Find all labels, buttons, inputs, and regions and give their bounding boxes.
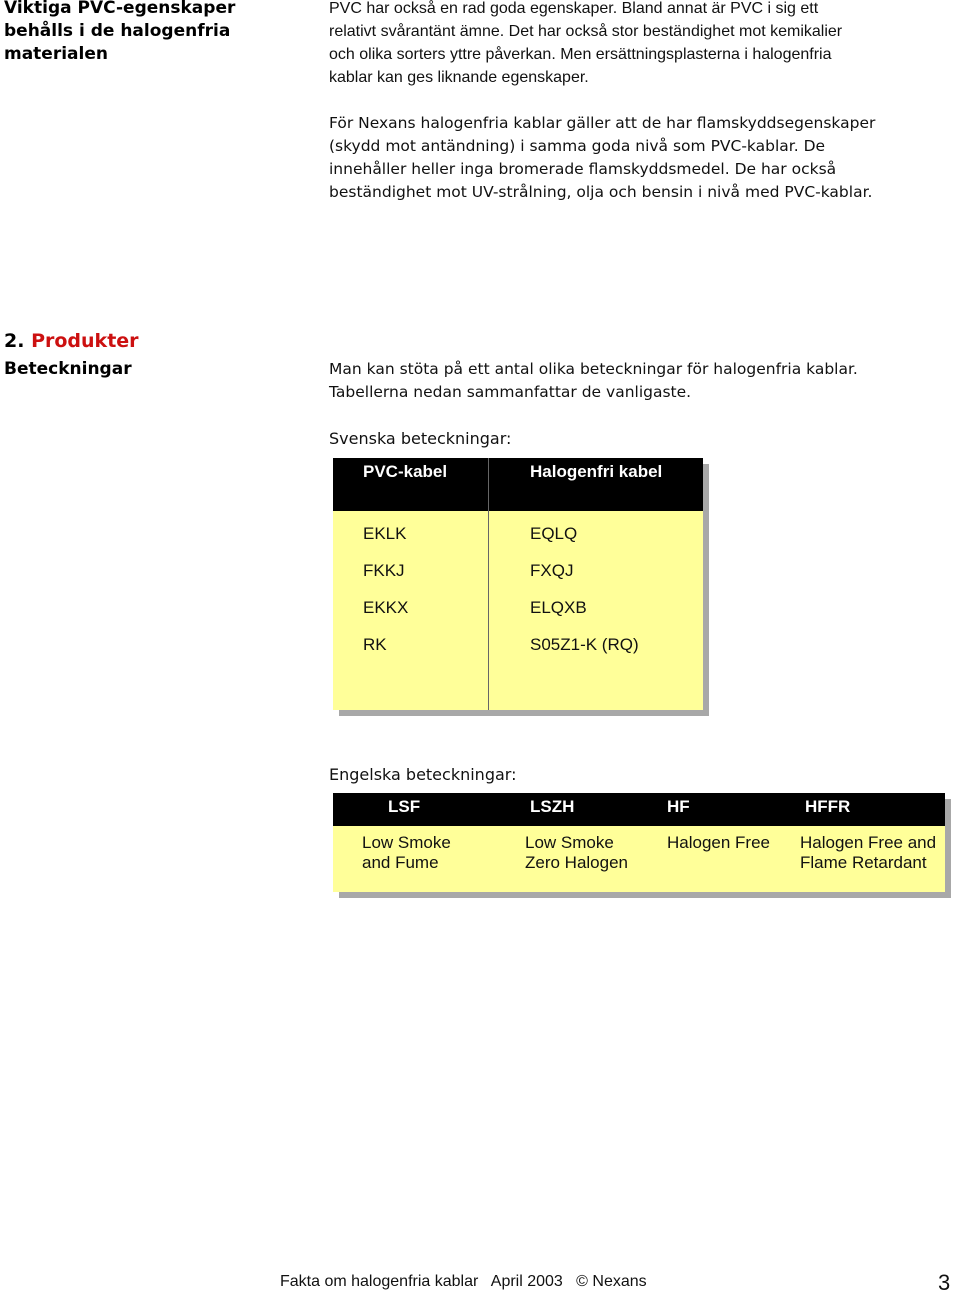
paragraph-line: och olika sorters yttre påverkan. Men ersättningsplasterna i halogenfria (329, 46, 832, 63)
table-cell (800, 833, 936, 873)
cell-line: Flame Retardant (800, 853, 927, 872)
paragraph-pvc (329, 0, 949, 89)
side-heading-designations: Beteckningar (4, 359, 132, 379)
table-cell: RK (363, 635, 387, 654)
header-cell: LSZH (530, 797, 575, 816)
header-cell: PVC-kabel (363, 462, 448, 481)
side-heading-line: materialen (4, 44, 108, 64)
page-footer: Fakta om halogenfria kablar April 2003 © Nexans (280, 1273, 647, 1290)
table-cell: EQLQ (530, 524, 578, 543)
paragraph-line: Man kan stöta på ett antal olika beteckningar för halogenfria kablar. (329, 360, 858, 378)
section-heading (4, 330, 139, 353)
english-table-header (333, 793, 945, 826)
table-cell: FKKJ (363, 561, 405, 580)
swedish-table (333, 458, 703, 710)
header-cell: HFFR (805, 797, 851, 816)
swedish-table-caption: Svenska beteckningar: (329, 429, 512, 448)
paragraph-line: (skydd mot antändning) i samma goda nivå som PVC-kablar. De (329, 137, 826, 155)
side-heading-line: Viktiga PVC-egenskaper (4, 0, 236, 18)
table-cell: S05Z1-K (RQ) (530, 635, 639, 654)
paragraph-line: För Nexans halogenfria kablar gäller att de har flamskyddsegenskaper (329, 114, 876, 132)
cell-line: Low Smoke (525, 833, 614, 852)
cell-line: Low Smoke (362, 833, 451, 852)
paragraph-line: beständighet mot UV-strålning, olja och bensin i nivå med PVC-kablar. (329, 183, 873, 201)
side-heading-pvc-properties (4, 0, 235, 66)
section-number: 2. (4, 330, 25, 352)
paragraph-line: Tabellerna nedan sammanfattar de vanligaste. (329, 383, 692, 401)
table-cell (362, 833, 451, 873)
cell-line: and Fume (362, 853, 439, 872)
cell-line: Halogen Free and (800, 833, 937, 852)
page-number: 3 (938, 1270, 951, 1295)
english-table (333, 793, 945, 892)
paragraph-line: kablar kan ges liknande egenskaper. (329, 69, 589, 86)
english-table-caption: Engelska beteckningar: (329, 765, 517, 784)
section-title: Produkter (31, 330, 139, 352)
header-cell: Halogenfri kabel (530, 462, 663, 481)
side-heading-line: behålls i de halogenfria (4, 21, 231, 41)
cell-line: Halogen Free (667, 833, 771, 852)
table-cell: FXQJ (530, 561, 574, 580)
cell-line: Zero Halogen (525, 853, 629, 872)
table-cell (525, 833, 628, 873)
table-cell: ELQXB (530, 598, 587, 617)
table-cell: EKKX (363, 598, 409, 617)
paragraph-line: PVC har också en rad goda egenskaper. Bland annat är PVC i sig ett (329, 0, 819, 17)
swedish-table-header (333, 458, 703, 511)
table-cell (667, 833, 770, 853)
header-cell: HF (667, 797, 690, 816)
paragraph-line: relativt svårantänt ämne. Det har också stor beständighet mot kemikalier (329, 23, 843, 40)
paragraph-nexans (329, 112, 949, 204)
header-cell: LSF (388, 797, 421, 816)
paragraph-line: innehåller heller inga bromerade flamskyddsmedel. De har också (329, 160, 837, 178)
table-cell: EKLK (363, 524, 407, 543)
column-divider (488, 458, 489, 710)
paragraph-designations (329, 358, 949, 404)
